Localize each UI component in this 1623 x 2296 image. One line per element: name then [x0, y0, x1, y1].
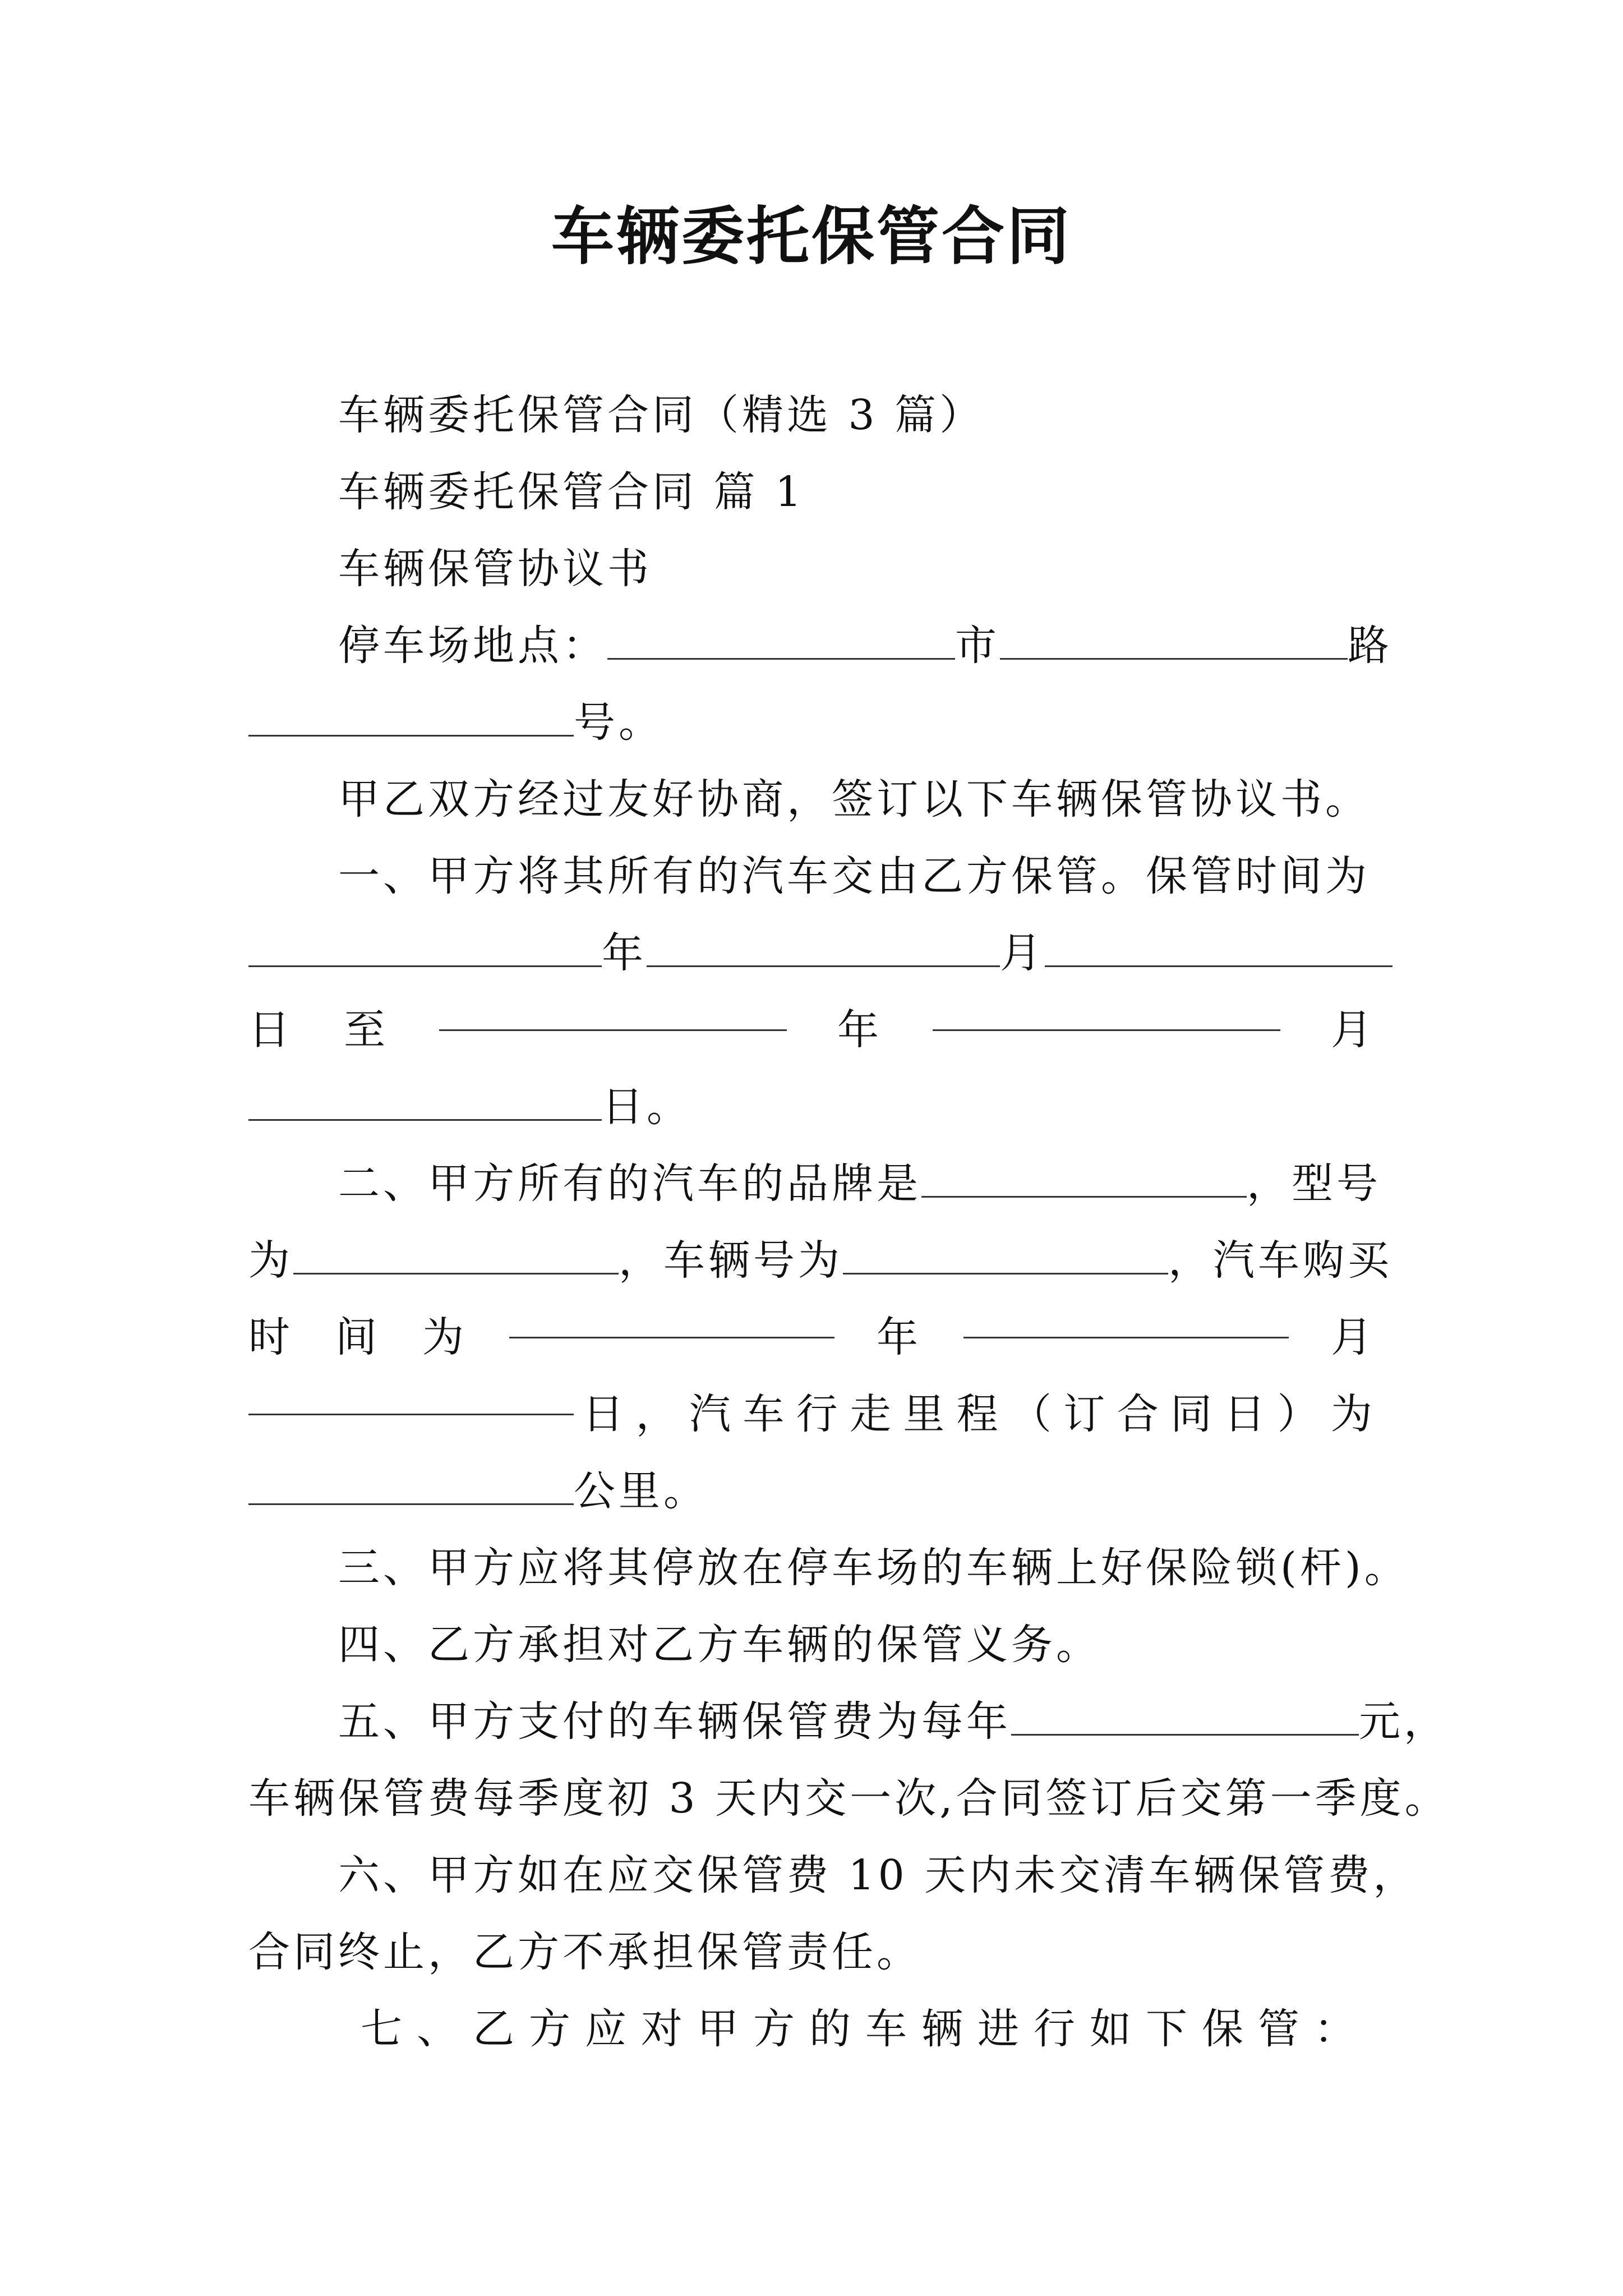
clause-6-line-2: 合同终止，乙方不承担保管责任。 [248, 1928, 921, 1976]
clause-7-char: 车 [865, 2005, 910, 2053]
blank-field [439, 992, 787, 1031]
blank-field [1011, 1696, 1359, 1736]
clause-2-text-b: ，型号 [1247, 1159, 1381, 1208]
blank-field [607, 620, 955, 660]
mileage-char: ， [635, 1390, 681, 1438]
clause-5-line-2: 车辆保管费每季度初 3 天内交一次,合同签订后交第一季度。 [248, 1774, 1450, 1823]
clause-7-char: 、 [417, 2005, 462, 2053]
month-text: 月 [1331, 1006, 1376, 1054]
blank-field [1045, 928, 1393, 967]
mileage-char: 走 [849, 1390, 895, 1438]
year-text: 年 [877, 1313, 921, 1361]
intro-line: 车辆委托保管合同（精选 3 篇） [338, 391, 985, 439]
time-char: 间 [335, 1313, 380, 1361]
mileage-char: 行 [796, 1390, 841, 1438]
clause-2-line-4 [248, 1376, 1376, 1453]
clause-7-char: 方 [753, 2005, 798, 2053]
clause-2-line-1 [338, 1145, 1381, 1222]
clause-7-char: 辆 [921, 2005, 966, 2053]
clause-4: 四、乙方承担对乙方车辆的保管义务。 [338, 1621, 1101, 1669]
clause-2-line-3 [248, 1299, 1376, 1376]
blank-field [963, 1299, 1289, 1338]
mileage-char: （ [1009, 1390, 1055, 1438]
month-text: 月 [1000, 929, 1045, 977]
clause-6-line-1: 六、甲方如在应交保管费 10 天内未交清车辆保管费， [338, 1851, 1418, 1899]
year-text: 年 [602, 929, 647, 977]
clause-7-char: 保 [1202, 2005, 1247, 2053]
location-line-2 [248, 684, 663, 761]
blank-field [248, 1466, 574, 1505]
preamble: 甲乙双方经过友好协商，签订以下车辆保管协议书。 [338, 775, 1370, 823]
mileage-char: 同 [1170, 1390, 1215, 1438]
clause-7 [361, 1991, 1359, 2068]
mileage-char: 合 [1117, 1390, 1162, 1438]
day-text: 日 [248, 1006, 293, 1054]
clause-7-char: ： [1314, 2005, 1359, 2053]
blank-field [248, 697, 574, 737]
mileage-char: 日 [1224, 1390, 1269, 1438]
blank-field [248, 1082, 602, 1121]
number-text: 号。 [574, 698, 663, 747]
clause-2-line-5 [248, 1453, 708, 1530]
clause-7-char: 乙 [473, 2005, 518, 2053]
city-text: 市 [955, 622, 1000, 670]
clause-7-char: 下 [1146, 2005, 1191, 2053]
location-label: 停车场地点： [338, 622, 607, 670]
to-text: 至 [344, 1006, 389, 1054]
mileage-char: 汽 [689, 1390, 734, 1438]
mileage-char: 车 [743, 1390, 788, 1438]
clause-7-char: 应 [585, 2005, 630, 2053]
blank-field [843, 1235, 1168, 1274]
clause-1-line-1: 一、甲方将其所有的汽车交由乙方保管。保管时间为 [338, 852, 1370, 900]
day-end-text: 日。 [602, 1083, 691, 1131]
clause-2-text-a: 二、甲方所有的汽车的品牌是 [338, 1159, 921, 1208]
blank-field [933, 992, 1280, 1031]
mileage-char: 日 [582, 1390, 628, 1438]
blank-field [248, 1376, 574, 1415]
document-title: 车辆委托保管合同 [551, 200, 1072, 273]
year-text: 年 [837, 1006, 882, 1054]
time-char: 为 [422, 1313, 467, 1361]
blank-field [293, 1235, 619, 1274]
part-title: 车辆委托保管合同 篇 1 [338, 468, 805, 516]
clause-5-text-a: 五、甲方支付的车辆保管费为每年 [338, 1697, 1011, 1746]
blank-field [921, 1158, 1247, 1198]
clause-1-line-2 [248, 915, 1393, 992]
clause-2-text-c: 为 [248, 1236, 293, 1285]
time-char: 时 [248, 1313, 293, 1361]
clause-7-char: 的 [809, 2005, 854, 2053]
road-text: 路 [1348, 622, 1393, 670]
clause-2-line-2 [248, 1222, 1393, 1299]
clause-5-line-1 [338, 1683, 1449, 1760]
clause-1-line-3 [248, 992, 1376, 1069]
month-text: 月 [1331, 1313, 1376, 1361]
km-text: 公里。 [574, 1467, 708, 1515]
clause-5-text-b: 元， [1359, 1697, 1449, 1746]
blank-field [1000, 620, 1348, 660]
clause-2-text-e: ，汽车购买 [1168, 1236, 1393, 1285]
agreement-title: 车辆保管协议书 [338, 545, 652, 593]
clause-7-char: 如 [1090, 2005, 1135, 2053]
mileage-char: 程 [956, 1390, 1002, 1438]
blank-field [248, 928, 602, 967]
blank-field [647, 928, 1000, 967]
clause-3: 三、甲方应将其停放在停车场的车辆上好保险锁(杆)。 [338, 1544, 1409, 1592]
clause-7-char: 进 [978, 2005, 1022, 2053]
blank-field [509, 1299, 834, 1338]
clause-7-char: 七 [361, 2005, 405, 2053]
clause-7-char: 管 [1258, 2005, 1303, 2053]
mileage-char: 里 [903, 1390, 948, 1438]
clause-7-char: 方 [529, 2005, 574, 2053]
location-line [338, 608, 1393, 684]
clause-7-char: 对 [641, 2005, 686, 2053]
clause-2-text-d: ，车辆号为 [619, 1236, 843, 1285]
clause-1-line-4 [248, 1069, 691, 1145]
mileage-char: ） [1277, 1390, 1322, 1438]
clause-7-char: 甲 [697, 2005, 742, 2053]
mileage-char: 为 [1330, 1390, 1376, 1438]
mileage-char: 订 [1063, 1390, 1109, 1438]
clause-7-char: 行 [1034, 2005, 1078, 2053]
